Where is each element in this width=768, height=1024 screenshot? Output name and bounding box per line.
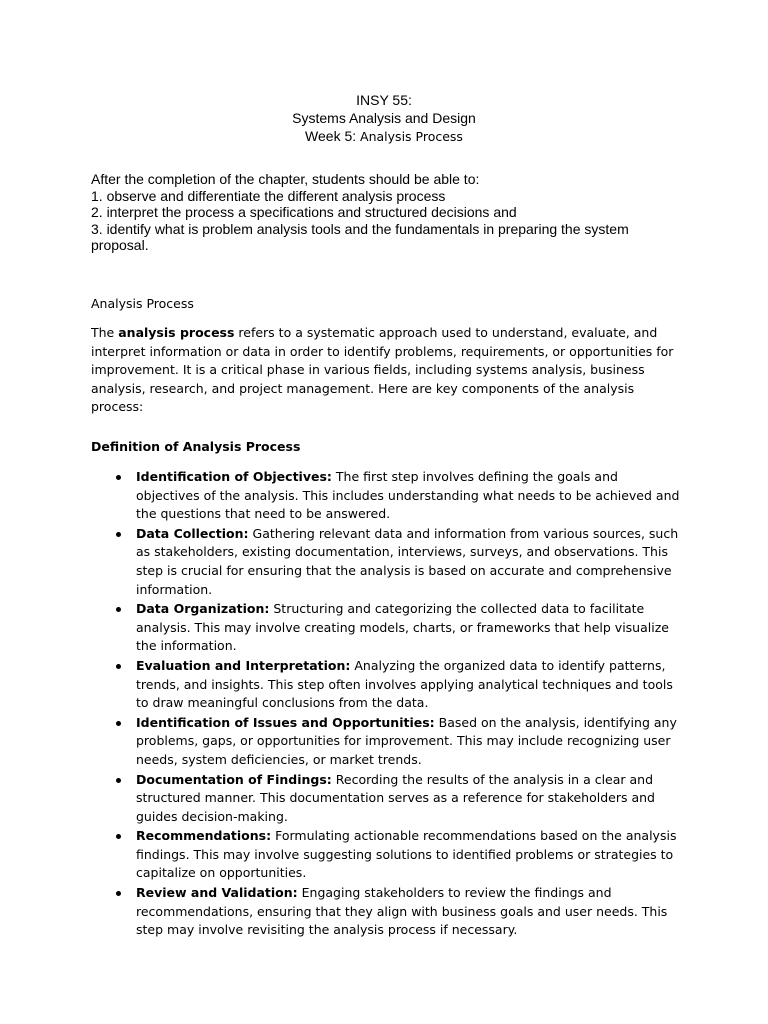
component-term: Data Organization:	[136, 601, 270, 617]
list-item	[136, 525, 684, 599]
component-term: Evaluation and Interpretation:	[136, 657, 351, 673]
intro-rest: refers to a systematic approach used to understand, evaluate, and interpret information or data in order to identify problems, requirements, or opportunities for improvement. It is a critical phase in various fields, including systems analysis, business analysis, research, and project management. Here are key components of the analysis process:	[91, 325, 674, 415]
intro-prefix: The	[91, 325, 119, 340]
objective-item: 2. interpret the process a specifications and structured decisions and	[91, 204, 517, 220]
week-prefix: Week 5:	[305, 128, 361, 144]
component-term: Review and Validation:	[136, 885, 298, 901]
component-term: Identification of Objectives:	[136, 469, 332, 484]
list-item	[136, 714, 684, 770]
week-topic: Analysis Process	[360, 129, 463, 144]
component-term: Documentation of Findings:	[136, 771, 332, 787]
definition-heading: Definition of Analysis Process	[91, 439, 301, 454]
week-line	[0, 127, 768, 146]
list-item	[136, 884, 684, 940]
section-label: Analysis Process	[91, 296, 194, 311]
course-title: Systems Analysis and Design	[292, 110, 476, 126]
list-item	[136, 600, 684, 656]
document-header	[0, 91, 768, 146]
component-term: Identification of Issues and Opportunities:	[136, 714, 435, 730]
component-text: The first step involves defining the goals and objectives of the analysis. This includes understanding what needs to be achieved and the questions that need to be answered.	[136, 469, 680, 522]
list-item	[136, 771, 684, 827]
learning-objectives	[91, 171, 651, 254]
objective-item: 3. identify what is problem analysis tools and the fundamentals in preparing the system proposal.	[91, 220, 629, 253]
intro-bold-term: analysis process	[118, 325, 235, 340]
component-text: Engaging stakeholders to review the findings and recommendations, ensuring that they align with business goals and user needs. This step may involve revisiting the analysis process if necessary.	[136, 885, 668, 938]
course-code: INSY 55:	[356, 92, 412, 108]
list-item	[136, 468, 684, 524]
component-text: Analyzing the organized data to identify patterns, trends, and insights. This step often involves applying analytical techniques and tools to draw meaningful conclusions from the data.	[136, 657, 673, 711]
component-text: Based on the analysis, identifying any problems, gaps, or opportunities for improvement. This may include recognizing user needs, system deficiencies, or market trends.	[136, 714, 677, 767]
list-item	[136, 657, 684, 713]
component-text: Formulating actionable recommendations based on the analysis findings. This may involve suggesting solutions to identified problems or strategies to capitalize on opportunities.	[136, 828, 677, 881]
objectives-intro: After the completion of the chapter, students should be able to:	[91, 171, 480, 187]
component-term: Recommendations:	[136, 828, 272, 844]
component-text: Recording the results of the analysis in a clear and structured manner. This documentation serves as a reference for stakeholders and guides decision-making.	[136, 771, 655, 824]
list-item	[136, 827, 684, 883]
objective-item: 1. observe and differentiate the different analysis process	[91, 187, 446, 204]
component-text: Gathering relevant data and information from various sources, such as stakeholders, existing documentation, interviews, surveys, and observations. This step is crucial for ensuring that the analysis is based on accurate and comprehensive information.	[136, 525, 679, 597]
components-list	[136, 468, 684, 941]
component-text: Structuring and categorizing the collected data to facilitate analysis. This may involve creating models, charts, or frameworks that help visualize the information.	[136, 601, 669, 654]
intro-paragraph	[91, 324, 681, 417]
component-term: Data Collection:	[136, 525, 249, 541]
